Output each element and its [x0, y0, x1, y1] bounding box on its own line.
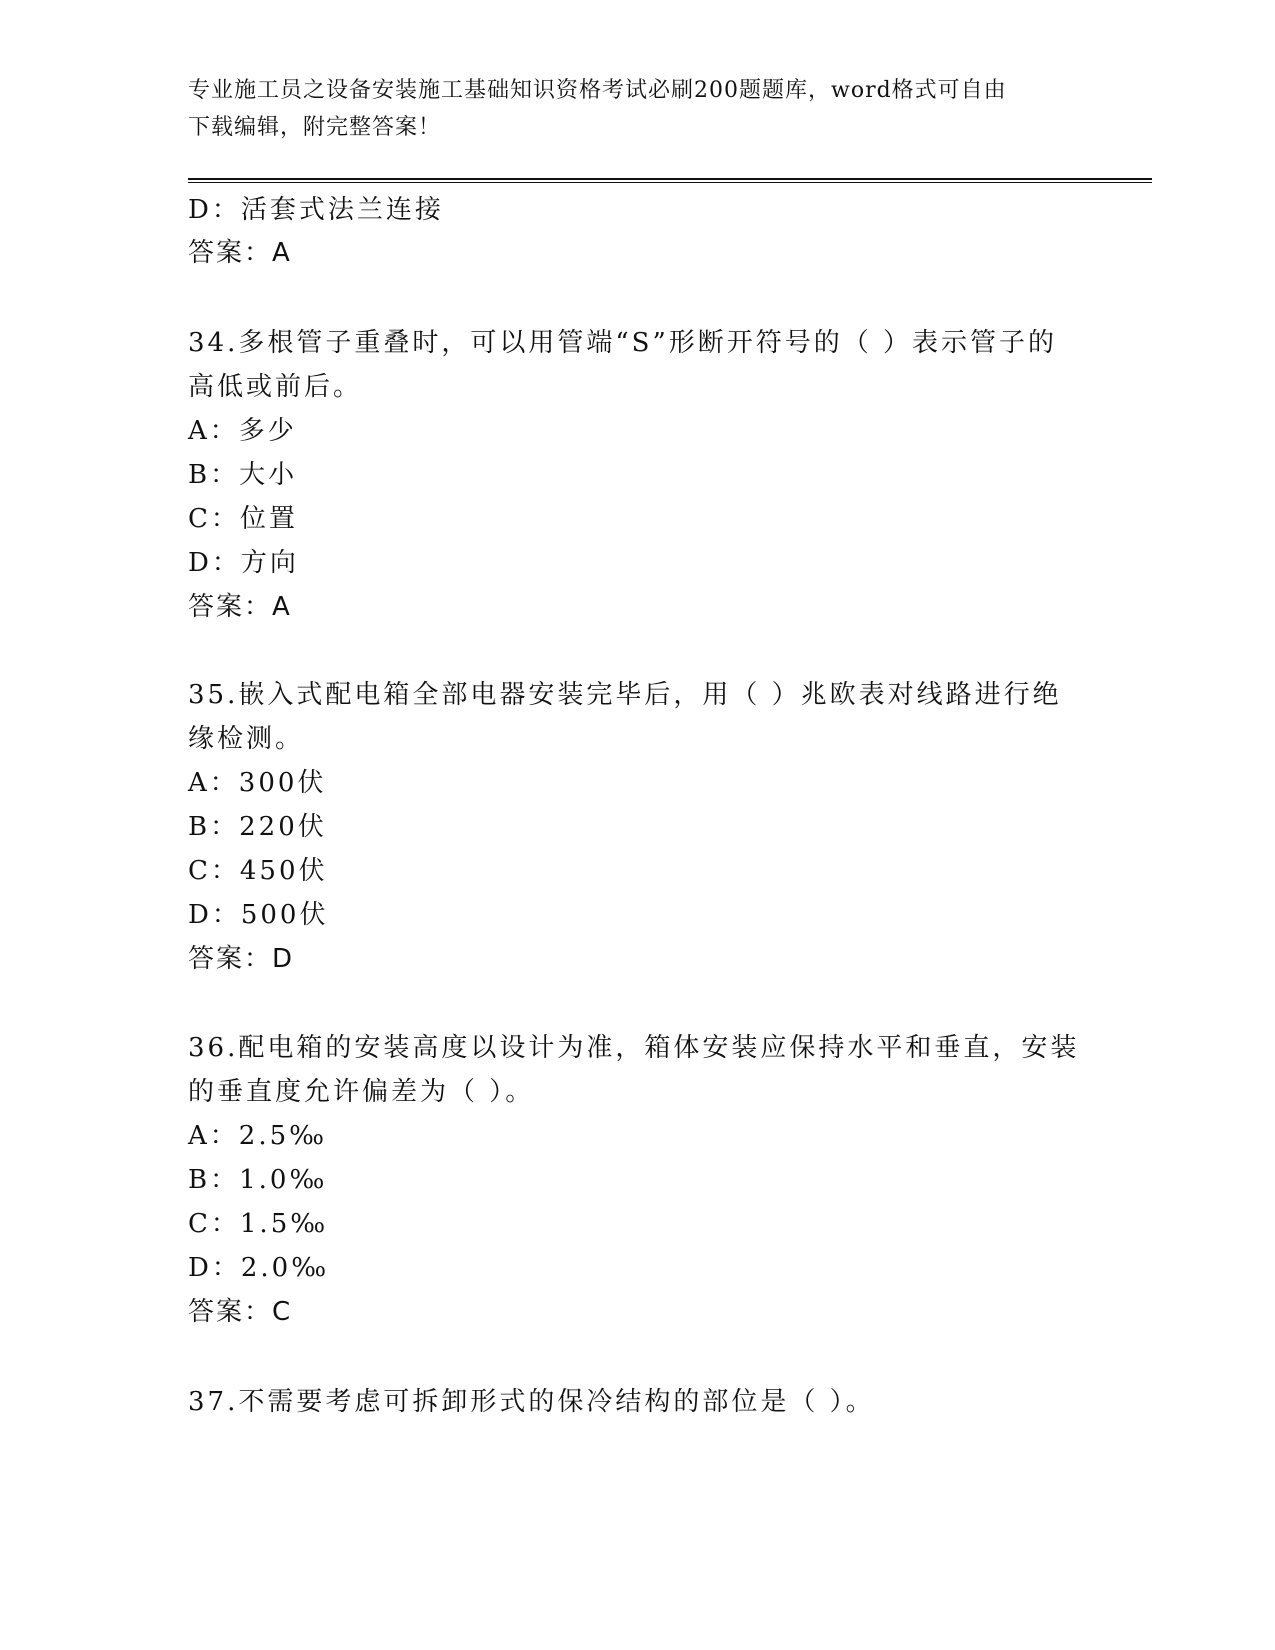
- q36-option-b: B：1.0‰: [188, 1165, 328, 1195]
- q35-stem-line-2: 缘检测。: [188, 724, 305, 754]
- q33-answer: 答案：A: [188, 238, 292, 268]
- q33-option-d: D：活套式法兰连接: [188, 195, 444, 225]
- header-divider-thin: [188, 182, 1152, 183]
- q36-option-a: A：2.5‰: [188, 1121, 328, 1151]
- q36-answer: 答案：C: [188, 1297, 293, 1327]
- q34-stem-line-1: 34.多根管子重叠时，可以用管端“S”形断开符号的（ ）表示管子的: [188, 328, 1058, 358]
- q34-option-c: C：位置: [188, 504, 298, 534]
- q34-stem-line-2: 高低或前后。: [188, 372, 363, 402]
- q36-option-c: C：1.5‰: [188, 1209, 329, 1239]
- header-title-line-1: 专业施工员之设备安装施工基础知识资格考试必刷200题题库，word格式可自由: [188, 78, 1007, 103]
- header-divider-thick: [188, 178, 1152, 180]
- q35-option-a: A：300伏: [188, 768, 327, 798]
- q35-option-b: B：220伏: [188, 812, 327, 842]
- q37-stem-line-1: 37.不需要考虑可拆卸形式的保冷结构的部位是（ ）。: [188, 1387, 875, 1417]
- q34-option-a: A：多少: [188, 416, 297, 446]
- q34-answer: 答案：A: [188, 592, 292, 622]
- q36-option-d: D：2.0‰: [188, 1253, 330, 1283]
- q34-option-b: B：大小: [188, 460, 298, 490]
- q36-stem-line-2: 的垂直度允许偏差为（ ）。: [188, 1077, 535, 1107]
- q35-option-c: C：450伏: [188, 856, 328, 886]
- header-title-line-2: 下载编辑，附完整答案！: [188, 115, 442, 140]
- q35-stem-line-1: 35.嵌入式配电箱全部电器安装完毕后，用（ ）兆欧表对线路进行绝: [188, 680, 1062, 710]
- document-header: [188, 72, 1068, 146]
- q36-stem-line-1: 36.配电箱的安装高度以设计为准，箱体安装应保持水平和垂直，安装: [188, 1033, 1080, 1063]
- q34-option-d: D：方向: [188, 548, 299, 578]
- q35-answer: 答案：D: [188, 944, 295, 974]
- q35-option-d: D：500伏: [188, 900, 329, 930]
